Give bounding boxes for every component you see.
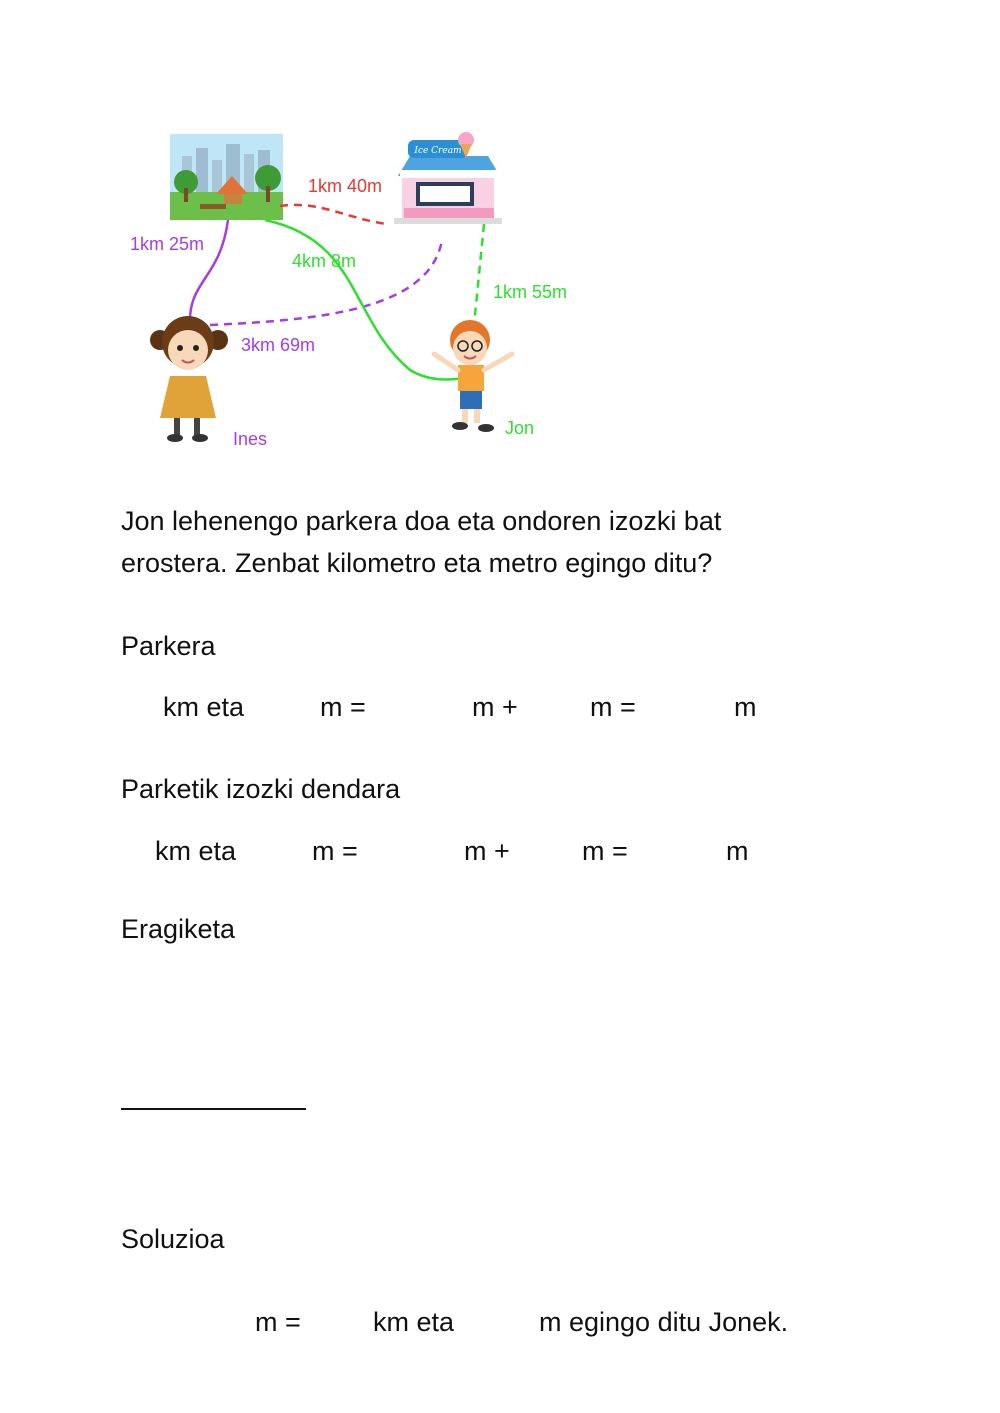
- section-park-title: Parkera: [121, 631, 216, 661]
- operation-middle-input[interactable]: [121, 1040, 306, 1074]
- solution-km-eta-label: km eta: [373, 1307, 455, 1337]
- operation-result-input[interactable]: [121, 1122, 306, 1156]
- solution-tail-label: m egingo ditu Jonek.: [539, 1307, 789, 1337]
- distance-shop-jon: 1km 55m: [493, 282, 568, 302]
- solution-m-input[interactable]: [150, 1305, 250, 1339]
- solution-m-eq-label: m =: [255, 1307, 301, 1337]
- park-m-eq2-label: m =: [590, 692, 636, 722]
- distance-park-shop: 1km 40m: [308, 176, 383, 196]
- jon-character: [434, 320, 512, 432]
- route-shop-jon: [474, 224, 484, 325]
- operation-top-input[interactable]: [121, 990, 306, 1024]
- route-park-shop: [280, 205, 388, 224]
- shop-km-input[interactable]: [113, 834, 151, 868]
- ice-cream-shop-image: [394, 132, 502, 224]
- shop-m-eq-label: m =: [312, 836, 358, 866]
- shop-m2-input[interactable]: [522, 834, 578, 868]
- park-m-label: m: [734, 692, 757, 722]
- section-shop-title: Parketik izozki dendara: [121, 774, 401, 804]
- park-m-input[interactable]: [262, 690, 316, 724]
- park-km-as-m-input[interactable]: [380, 690, 468, 724]
- distance-park-ines: 1km 25m: [130, 234, 205, 254]
- jon-name-label: Jon: [505, 418, 535, 438]
- park-km-input[interactable]: [121, 690, 159, 724]
- shop-km-as-m-input[interactable]: [372, 834, 460, 868]
- shop-km-eta-label: km eta: [155, 836, 237, 866]
- ines-name-label: Ines: [233, 429, 268, 449]
- shop-m-plus-label: m +: [464, 836, 510, 866]
- operation-title: Eragiketa: [121, 914, 236, 944]
- shop-total-m-input[interactable]: [642, 834, 722, 868]
- distance-ines-shop: 3km 69m: [241, 335, 316, 355]
- park-m-eq-label: m =: [320, 692, 366, 722]
- question-line-2: erostera. Zenbat kilometro eta metro egingo ditu?: [121, 548, 713, 578]
- shop-m-label: m: [726, 836, 749, 866]
- park-m-plus-label: m +: [472, 692, 518, 722]
- solution-rest-m-input[interactable]: [470, 1305, 534, 1339]
- operation-sum-line: [121, 1108, 306, 1110]
- park-m2-input[interactable]: [530, 690, 586, 724]
- park-km-eta-label: km eta: [163, 692, 245, 722]
- distance-park-jon: 4km 8m: [292, 251, 357, 271]
- solution-title: Soluzioa: [121, 1224, 225, 1254]
- question-line-1: Jon lehenengo parkera doa eta ondoren izozki bat: [121, 506, 722, 536]
- shop-m-input[interactable]: [254, 834, 308, 868]
- shop-m-eq2-label: m =: [582, 836, 628, 866]
- ines-character: [150, 316, 228, 442]
- park-image: [170, 134, 283, 220]
- shop-sign: Ice Cream: [414, 146, 462, 156]
- park-total-m-input[interactable]: [650, 690, 730, 724]
- solution-km-input[interactable]: [320, 1305, 368, 1339]
